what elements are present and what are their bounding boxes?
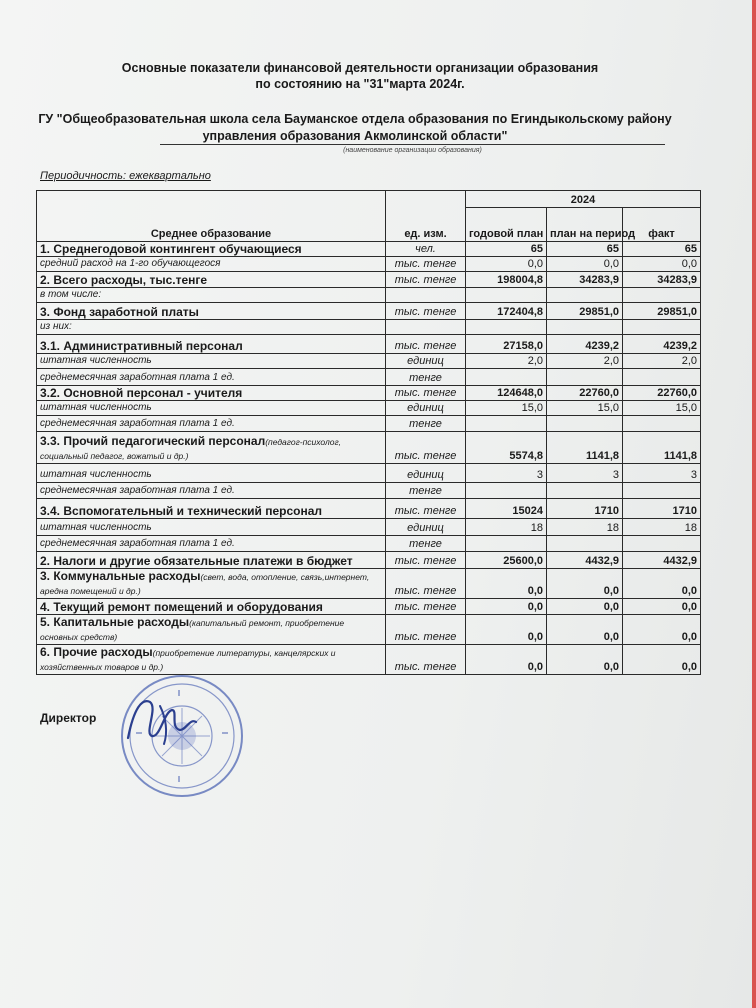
financial-table	[36, 190, 701, 675]
row-unit: тенге	[386, 536, 466, 552]
row-label	[37, 432, 386, 464]
row-label-text: 3. Коммунальные расходы	[40, 569, 201, 583]
cell-fact: 2,0	[623, 354, 701, 369]
cell-fact: 0,0	[623, 569, 701, 599]
cell-fact	[623, 369, 701, 386]
row-unit: тыс. тенге	[386, 645, 466, 675]
folder-edge	[752, 0, 756, 1008]
cell-period	[547, 416, 623, 432]
cell-annual: 0,0	[466, 645, 547, 675]
cell-period	[547, 536, 623, 552]
col-header-annual: годовой план	[466, 208, 547, 242]
row-label	[37, 483, 386, 499]
row-unit: тыс. тенге	[386, 569, 466, 599]
row-label-text: 4. Текущий ремонт помещений и оборудования	[40, 600, 323, 614]
table-row	[37, 483, 701, 499]
col-header-year: 2024	[466, 191, 701, 208]
row-unit: единиц	[386, 354, 466, 369]
row-unit: тыс. тенге	[386, 499, 466, 519]
row-label-text: среднемесячная заработная плата 1 ед.	[40, 418, 235, 429]
cell-fact	[623, 536, 701, 552]
row-unit: тыс. тенге	[386, 272, 466, 288]
row-unit	[386, 288, 466, 303]
row-unit: тыс. тенге	[386, 303, 466, 320]
cell-period	[547, 288, 623, 303]
cell-fact: 15,0	[623, 401, 701, 416]
table-row	[37, 335, 701, 354]
cell-period: 3	[547, 464, 623, 483]
row-unit: тыс. тенге	[386, 386, 466, 401]
cell-fact: 0,0	[623, 645, 701, 675]
table-row	[37, 432, 701, 464]
row-label-text: штатная численность	[40, 522, 152, 533]
row-label-text: 6. Прочие расходы	[40, 645, 153, 659]
table-row	[37, 615, 701, 645]
periodicity: Периодичность: ежеквартально	[40, 170, 211, 182]
cell-annual	[466, 320, 547, 335]
row-unit: тыс. тенге	[386, 257, 466, 272]
cell-period: 18	[547, 519, 623, 536]
table-row	[37, 320, 701, 335]
table-row	[37, 303, 701, 320]
table-row	[37, 354, 701, 369]
cell-fact: 4239,2	[623, 335, 701, 354]
cell-period: 2,0	[547, 354, 623, 369]
row-label	[37, 257, 386, 272]
row-label	[37, 599, 386, 615]
row-label	[37, 416, 386, 432]
cell-annual: 172404,8	[466, 303, 547, 320]
row-label	[37, 242, 386, 257]
row-label-text: средний расход на 1-го обучающегося	[40, 258, 221, 269]
cell-period: 22760,0	[547, 386, 623, 401]
cell-annual: 5574,8	[466, 432, 547, 464]
cell-annual	[466, 288, 547, 303]
col-header-name: Среднее образование	[37, 191, 386, 242]
col-header-fact: факт	[623, 208, 701, 242]
cell-annual: 0,0	[466, 615, 547, 645]
table-row	[37, 464, 701, 483]
cell-annual: 0,0	[466, 257, 547, 272]
director-label: Директор	[40, 711, 97, 725]
table-row	[37, 369, 701, 386]
row-label-text: 3.1. Административный персонал	[40, 339, 243, 353]
row-label-text: 3.2. Основной персонал - учителя	[40, 386, 243, 400]
org-name-line2: управления образования Акмолинской области"	[202, 129, 508, 143]
cell-annual: 15,0	[466, 401, 547, 416]
cell-period: 1141,8	[547, 432, 623, 464]
cell-fact	[623, 320, 701, 335]
cell-annual	[466, 416, 547, 432]
row-label-text: штатная численность	[40, 355, 152, 366]
row-unit: чел.	[386, 242, 466, 257]
cell-fact: 0,0	[623, 257, 701, 272]
doc-title: Основные показатели финансовой деятельности организации образования	[121, 61, 599, 75]
row-unit: тыс. тенге	[386, 432, 466, 464]
table-row	[37, 569, 701, 599]
cell-period	[547, 320, 623, 335]
org-note: (наименование организации образования)	[343, 147, 482, 154]
doc-date: по состоянию на "31"марта 2024г.	[255, 77, 465, 91]
cell-fact: 4432,9	[623, 552, 701, 569]
col-header-unit: ед. изм.	[386, 191, 466, 242]
row-unit: тенге	[386, 483, 466, 499]
row-label-text: среднемесячная заработная плата 1 ед.	[40, 485, 235, 496]
cell-annual: 2,0	[466, 354, 547, 369]
cell-fact: 18	[623, 519, 701, 536]
row-label-note: (свет, вода, отопление, связь,интернет, аредна помещений и др.)	[40, 572, 370, 596]
row-unit: единиц	[386, 464, 466, 483]
row-label-text: 3.4. Вспомогательный и технический персонал	[40, 504, 323, 518]
cell-annual	[466, 369, 547, 386]
row-unit: тыс. тенге	[386, 615, 466, 645]
row-label-text: штатная численность	[40, 469, 152, 480]
cell-annual: 198004,8	[466, 272, 547, 288]
row-label	[37, 303, 386, 320]
row-label-note: (приобретение литературы, канцелярских и хозяйственных товаров и др.)	[40, 648, 336, 672]
row-label	[37, 645, 386, 675]
row-label	[37, 615, 386, 645]
table-row	[37, 386, 701, 401]
row-label	[37, 320, 386, 335]
row-label	[37, 369, 386, 386]
row-label-text: штатная численность	[40, 402, 152, 413]
table-row	[37, 272, 701, 288]
cell-period: 0,0	[547, 569, 623, 599]
cell-annual: 15024	[466, 499, 547, 519]
table-row	[37, 645, 701, 675]
cell-annual: 124648,0	[466, 386, 547, 401]
row-unit: тыс. тенге	[386, 599, 466, 615]
row-label-text: из них:	[40, 321, 72, 332]
row-unit: тыс. тенге	[386, 552, 466, 569]
row-label	[37, 499, 386, 519]
org-name-line1: ГУ "Общеобразовательная школа села Бауманское отдела образования по Егиндыкольскому району	[38, 112, 672, 126]
row-label	[37, 569, 386, 599]
row-label-text: 2. Налоги и другие обязательные платежи в бюджет	[40, 554, 353, 568]
row-label	[37, 401, 386, 416]
table-row	[37, 401, 701, 416]
row-unit: тенге	[386, 369, 466, 386]
row-unit: единиц	[386, 401, 466, 416]
signature-icon	[120, 688, 210, 748]
row-label	[37, 335, 386, 354]
cell-period: 65	[547, 242, 623, 257]
cell-period	[547, 369, 623, 386]
row-unit	[386, 320, 466, 335]
cell-annual	[466, 536, 547, 552]
row-label	[37, 386, 386, 401]
table-row	[37, 416, 701, 432]
cell-period: 0,0	[547, 599, 623, 615]
row-label-text: 1. Среднегодовой контингент обучающиеся	[40, 242, 302, 256]
row-unit: единиц	[386, 519, 466, 536]
org-underline	[160, 144, 665, 145]
cell-annual	[466, 483, 547, 499]
col-header-period: план на период	[547, 208, 623, 242]
table-row	[37, 599, 701, 615]
cell-period: 0,0	[547, 645, 623, 675]
cell-period: 34283,9	[547, 272, 623, 288]
cell-period: 15,0	[547, 401, 623, 416]
cell-fact: 29851,0	[623, 303, 701, 320]
cell-annual: 65	[466, 242, 547, 257]
cell-fact	[623, 288, 701, 303]
cell-fact: 34283,9	[623, 272, 701, 288]
row-label-note: (капитальный ремонт, приобретение основных средств)	[40, 618, 345, 642]
cell-period	[547, 483, 623, 499]
cell-fact: 0,0	[623, 599, 701, 615]
row-label	[37, 272, 386, 288]
cell-fact: 22760,0	[623, 386, 701, 401]
cell-annual: 25600,0	[466, 552, 547, 569]
row-label	[37, 288, 386, 303]
row-label-text: в том числе:	[40, 289, 102, 300]
row-unit: тенге	[386, 416, 466, 432]
cell-fact: 1710	[623, 499, 701, 519]
row-label-text: 2. Всего расходы, тыс.тенге	[40, 273, 208, 287]
row-label	[37, 536, 386, 552]
cell-annual: 3	[466, 464, 547, 483]
table-row	[37, 257, 701, 272]
cell-annual: 0,0	[466, 569, 547, 599]
row-label-text: 3. Фонд заработной платы	[40, 305, 199, 319]
row-label	[37, 552, 386, 569]
row-label	[37, 354, 386, 369]
table-row	[37, 242, 701, 257]
cell-period: 4432,9	[547, 552, 623, 569]
cell-period: 29851,0	[547, 303, 623, 320]
table-row	[37, 519, 701, 536]
row-label	[37, 464, 386, 483]
cell-fact	[623, 483, 701, 499]
row-label-text: среднемесячная заработная плата 1 ед.	[40, 538, 235, 549]
row-unit: тыс. тенге	[386, 335, 466, 354]
cell-annual: 18	[466, 519, 547, 536]
table-row	[37, 288, 701, 303]
cell-fact	[623, 416, 701, 432]
table-row	[37, 552, 701, 569]
table-row	[37, 536, 701, 552]
row-label	[37, 519, 386, 536]
cell-fact: 1141,8	[623, 432, 701, 464]
cell-fact: 3	[623, 464, 701, 483]
cell-annual: 27158,0	[466, 335, 547, 354]
row-label-note: (педагог-психолог, социальный педагог, вожатый и др.)	[40, 437, 342, 461]
cell-period: 1710	[547, 499, 623, 519]
cell-period: 4239,2	[547, 335, 623, 354]
table-row	[37, 499, 701, 519]
row-label-text: среднемесячная заработная плата 1 ед.	[40, 372, 235, 383]
cell-period: 0,0	[547, 615, 623, 645]
cell-fact: 65	[623, 242, 701, 257]
cell-fact: 0,0	[623, 615, 701, 645]
cell-annual: 0,0	[466, 599, 547, 615]
row-label-text: 3.3. Прочий педагогический персонал	[40, 434, 266, 448]
cell-period: 0,0	[547, 257, 623, 272]
row-label-text: 5. Капитальные расходы	[40, 615, 190, 629]
